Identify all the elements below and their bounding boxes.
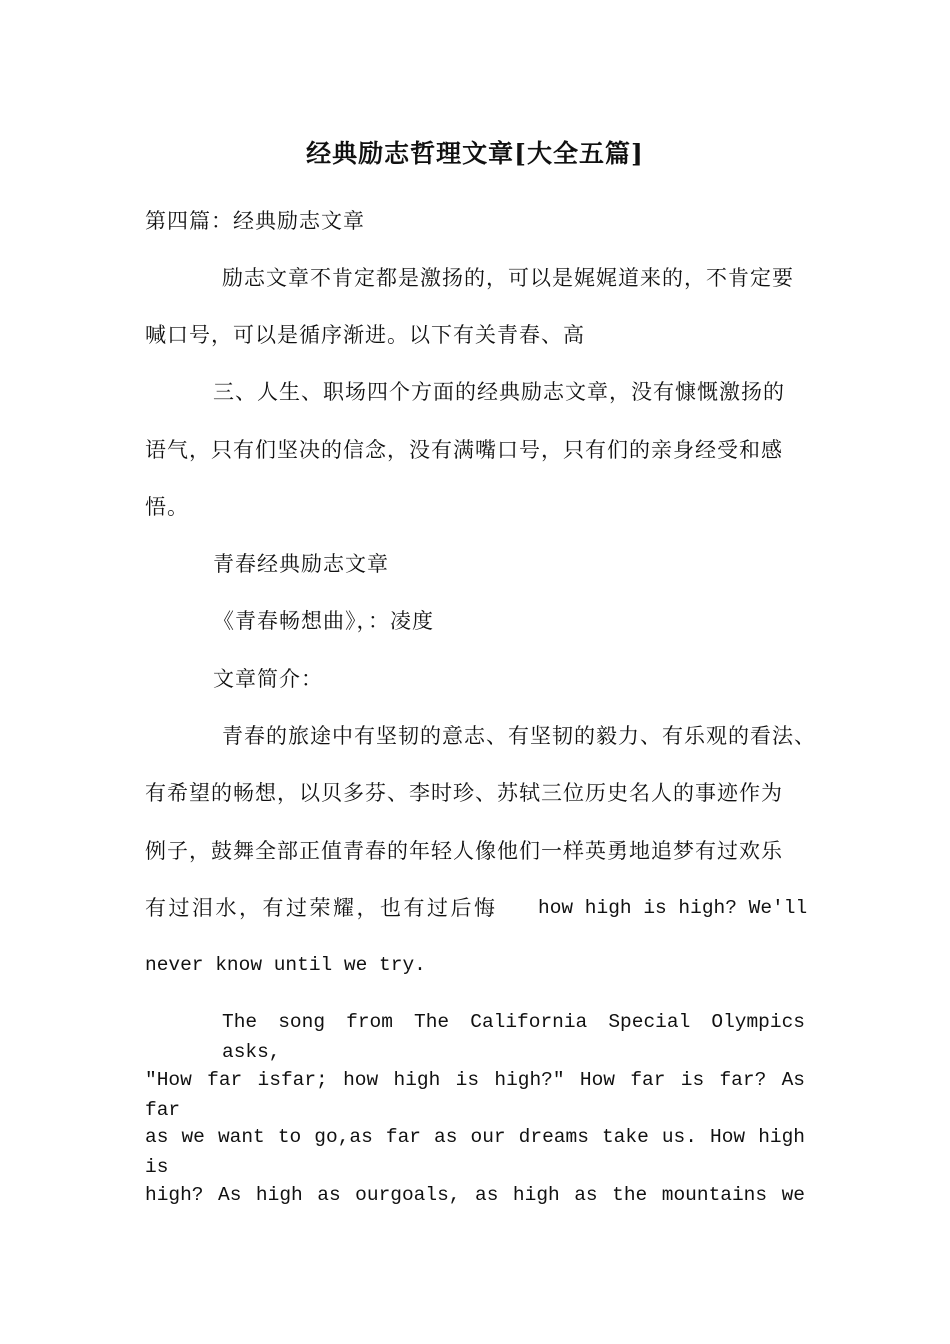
paragraph-line: 喊口号，可以是循序渐进。以下有关青春、高	[145, 323, 585, 347]
english-text-line: high? As high as ourgoals, as high as the mountains we	[145, 1184, 805, 1206]
paragraph-line: 例子，鼓舞全部正值青春的年轻人像他们一样英勇地追梦有过欢乐	[145, 839, 783, 863]
subheading: 青春经典励志文章	[213, 552, 389, 576]
summary-label: 文章简介：	[213, 667, 323, 691]
english-text-line: The song from The California Special Olympics asks,	[222, 1011, 805, 1063]
paragraph-line: 有过泪水，有过荣耀，也有过后悔	[145, 896, 498, 920]
english-text-line: as we want to go,as far as our dreams take us. How high is	[145, 1126, 805, 1178]
document-title: 经典励志哲理文章[大全五篇]	[306, 139, 644, 168]
section-heading: 第四篇：经典励志文章	[145, 209, 365, 233]
article-title-line: 《青春畅想曲》，：凌度	[213, 609, 434, 633]
english-text-line: never know until we try.	[145, 954, 426, 976]
english-text-line: "How far isfar; how high is high?" How far is far? As far	[145, 1069, 805, 1121]
paragraph-line: 有希望的畅想，以贝多芬、李时珍、苏轼三位历史名人的事迹作为	[145, 781, 783, 805]
paragraph-line: 语气，只有们坚决的信念，没有满嘴口号，只有们的亲身经受和感	[145, 438, 783, 462]
paragraph-line: 悟。	[145, 495, 189, 519]
paragraph-line: 青春的旅途中有坚韧的意志、有坚韧的毅力、有乐观的看法、	[222, 724, 816, 748]
english-text-line: how high is high? We'll	[538, 897, 808, 919]
paragraph-line: 三、人生、职场四个方面的经典励志文章，没有慷慨激扬的	[213, 380, 785, 404]
paragraph-line: 励志文章不肯定都是激扬的，可以是娓娓道来的，不肯定要	[222, 266, 794, 290]
